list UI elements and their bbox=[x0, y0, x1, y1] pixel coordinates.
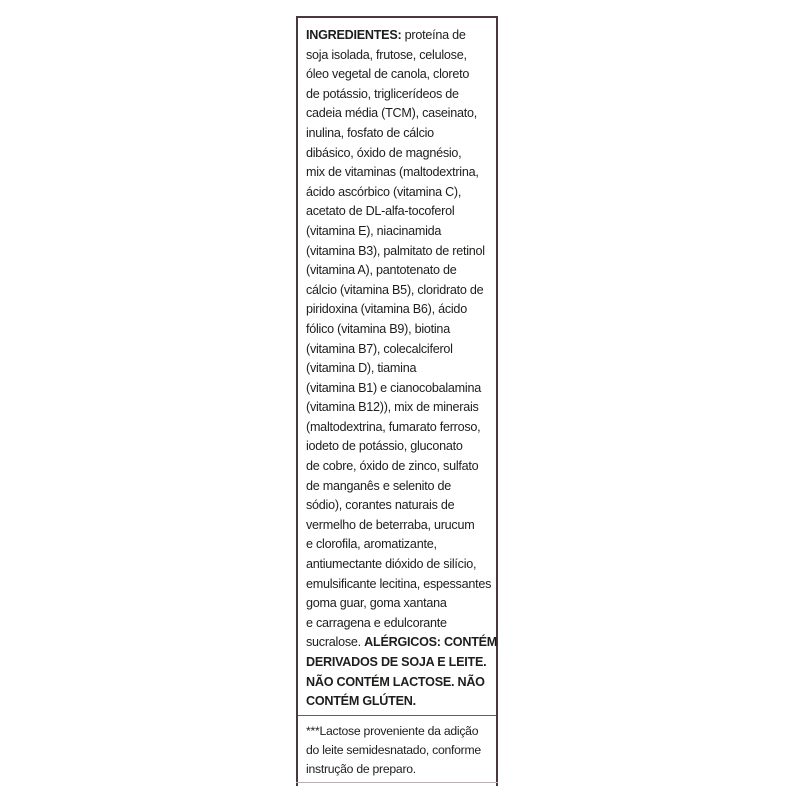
ingredients-line-text: (vitamina B7), colecalciferol bbox=[306, 341, 453, 356]
footnote-line: do leite semidesnatado, conforme bbox=[306, 743, 481, 757]
ingredients-line bbox=[306, 379, 492, 399]
ingredients-line-text: sódio), corantes naturais de bbox=[306, 498, 455, 513]
ingredients-line-text: (vitamina A), pantotenato de bbox=[306, 263, 457, 278]
ingredients-line-text: cadeia média (TCM), caseinato, bbox=[306, 106, 477, 121]
allergens-warning: NÃO CONTÉM LACTOSE. NÃO bbox=[306, 674, 485, 689]
ingredients-line-text: sucralose. bbox=[306, 635, 365, 650]
ingredients-line-text: emulsificante lecitina, espessantes bbox=[306, 576, 492, 591]
ingredients-line-text: (vitamina B12)), mix de minerais bbox=[306, 400, 479, 415]
ingredients-line-text: iodeto de potássio, gluconato bbox=[306, 439, 463, 454]
ingredients-line-text: acetato de DL-alfa-tocoferol bbox=[306, 204, 455, 219]
ingredients-line-text: (vitamina D), tiamina bbox=[306, 361, 417, 376]
ingredients-line bbox=[306, 692, 492, 712]
ingredients-line-text: proteína de bbox=[401, 28, 466, 42]
ingredients-line bbox=[306, 320, 492, 340]
ingredients-line bbox=[306, 477, 492, 497]
ingredients-line bbox=[306, 555, 492, 575]
ingredients-line-text: antiumectante dióxido de silício, bbox=[306, 557, 477, 572]
bottom-rule bbox=[296, 782, 498, 783]
allergens-warning: ALÉRGICOS: CONTÉM bbox=[364, 635, 498, 650]
ingredients-line bbox=[306, 300, 492, 320]
ingredients-line-text: inulina, fosfato de cálcio bbox=[306, 125, 434, 140]
ingredients-line bbox=[306, 163, 492, 183]
ingredients-line bbox=[306, 85, 492, 105]
ingredients-line bbox=[306, 340, 492, 360]
ingredients-line-text: (vitamina B3), palmitato de retinol bbox=[306, 243, 485, 258]
ingredients-line bbox=[306, 46, 492, 66]
ingredients-line bbox=[306, 183, 492, 203]
ingredients-line bbox=[306, 575, 492, 595]
ingredients-line bbox=[306, 124, 492, 144]
ingredients-line-text: goma guar, goma xantana bbox=[306, 596, 447, 611]
ingredients-line-text: de manganês e selenito de bbox=[306, 478, 451, 493]
ingredients-line bbox=[306, 144, 492, 164]
footnote-line: ***Lactose proveniente da adição bbox=[306, 724, 479, 738]
ingredients-label-panel bbox=[296, 16, 498, 786]
ingredients-line-text: ácido ascórbico (vitamina C), bbox=[306, 184, 462, 199]
ingredients-line-text: vermelho de beterraba, urucum bbox=[306, 517, 475, 532]
ingredients-line bbox=[306, 261, 492, 281]
ingredients-line-text: e clorofila, aromatizante, bbox=[306, 537, 437, 552]
allergens-warning: DERIVADOS DE SOJA E LEITE. bbox=[306, 655, 487, 669]
ingredients-line-text: (vitamina E), niacinamida bbox=[306, 223, 442, 238]
ingredients-line bbox=[306, 457, 492, 477]
ingredients-line bbox=[306, 104, 492, 124]
ingredients-line bbox=[306, 653, 492, 673]
ingredients-line-text: de cobre, óxido de zinco, sulfato bbox=[306, 459, 479, 474]
ingredients-line-text: (vitamina B1) e cianocobalamina bbox=[306, 380, 481, 395]
ingredients-line bbox=[306, 65, 492, 85]
ingredients-line bbox=[306, 535, 492, 555]
ingredients-line-text: e carragena e edulcorante bbox=[306, 615, 447, 630]
ingredients-line bbox=[306, 614, 492, 634]
ingredients-line bbox=[306, 398, 492, 418]
ingredients-line-text: óleo vegetal de canola, cloreto bbox=[306, 67, 470, 82]
ingredients-line bbox=[306, 437, 492, 457]
ingredients-line-text: fólico (vitamina B9), biotina bbox=[306, 321, 450, 336]
ingredients-line bbox=[306, 222, 492, 242]
ingredients-line bbox=[306, 26, 492, 46]
allergens-warning: CONTÉM GLÚTEN. bbox=[306, 694, 416, 709]
ingredients-line-text: mix de vitaminas (maltodextrina, bbox=[306, 165, 479, 180]
ingredients-line bbox=[306, 359, 492, 379]
ingredients-text bbox=[306, 26, 498, 712]
ingredients-line bbox=[306, 281, 492, 301]
ingredients-line-text: dibásico, óxido de magnésio, bbox=[306, 145, 462, 160]
ingredients-line bbox=[306, 496, 492, 516]
ingredients-line bbox=[306, 594, 492, 614]
ingredients-line bbox=[306, 673, 492, 693]
footnote-line: instrução de preparo. bbox=[306, 762, 416, 776]
ingredients-line bbox=[306, 633, 498, 653]
ingredients-line bbox=[306, 418, 492, 438]
lactose-footnote bbox=[306, 722, 492, 779]
ingredients-line bbox=[306, 516, 492, 536]
ingredients-line bbox=[306, 242, 492, 262]
ingredients-line bbox=[306, 202, 492, 222]
ingredients-line-text: cálcio (vitamina B5), cloridrato de bbox=[306, 282, 484, 297]
ingredients-line-text: piridoxina (vitamina B6), ácido bbox=[306, 302, 467, 317]
ingredients-line-text: de potássio, triglicerídeos de bbox=[306, 86, 459, 101]
ingredients-line-text: (maltodextrina, fumarato ferroso, bbox=[306, 419, 481, 434]
footnote-divider bbox=[298, 715, 496, 716]
ingredients-heading: INGREDIENTES: bbox=[306, 28, 402, 42]
ingredients-line-text: soja isolada, frutose, celulose, bbox=[306, 47, 467, 62]
